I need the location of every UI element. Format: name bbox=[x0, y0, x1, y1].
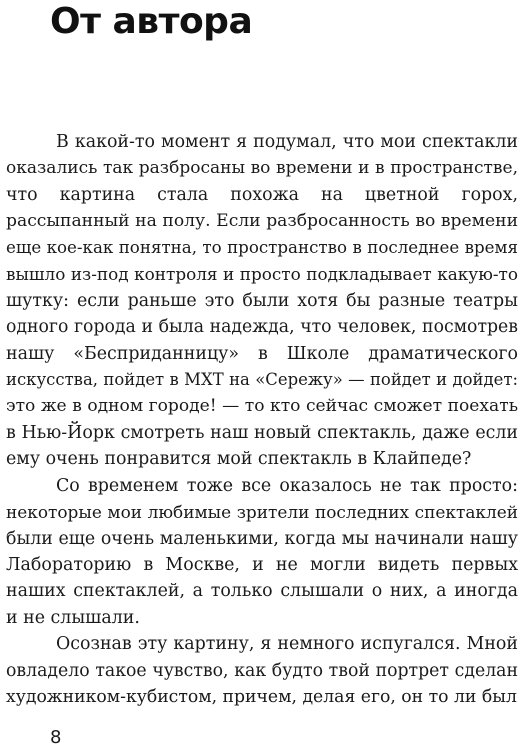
paragraph-line: наших спектаклей, а только слышали о них, а иногда bbox=[6, 581, 518, 602]
paragraph-line: это же в одном городе! — то кто сейчас сможет поехать bbox=[6, 396, 518, 417]
paragraph bbox=[6, 129, 518, 473]
paragraph-line: овладело такое чувство, как будто твой портрет сделан bbox=[6, 660, 518, 681]
paragraph-line: искусства, пойдет в МХТ на «Сережу» — пойдет и дойдет: bbox=[6, 369, 518, 389]
paragraph-line: ему очень понравится мой спектакль в Клайпеде? bbox=[6, 449, 472, 470]
paragraph-line: Со временем тоже все оказалось не так просто: bbox=[56, 475, 518, 496]
paragraph-line: вышло из-под контроля и просто подкладывает какую-то bbox=[6, 264, 518, 285]
paragraph-line: еще кое-как понятна, то пространство в последнее время bbox=[6, 237, 518, 257]
paragraph-line: оказались так разбросаны во времени и в пространстве, bbox=[6, 158, 518, 179]
paragraph-line: некоторые мои любимые зрители последних спектаклей bbox=[6, 502, 518, 523]
paragraph-line: в Нью-Йорк смотреть наш новый спектакль, даже если bbox=[6, 422, 518, 443]
chapter-heading: От автора bbox=[50, 1, 253, 42]
paragraph-line: нашу «Бесприданницу» в Школе драматического bbox=[6, 343, 518, 364]
paragraph-line: Лабораторию в Москве, и не могли видеть первых bbox=[6, 555, 518, 575]
paragraph-line: В какой-то момент я подумал, что мои спектакли bbox=[56, 132, 518, 152]
page-number: 8 bbox=[50, 727, 62, 748]
paragraph-line: художником-кубистом, причем, делая его, он то ли был bbox=[6, 687, 517, 708]
paragraph-line: были еще очень маленькими, когда мы начинали нашу bbox=[6, 528, 518, 549]
paragraph bbox=[6, 473, 518, 632]
paragraph-line: что картина стала похожа на цветной горох, bbox=[6, 184, 518, 205]
paragraph-line: и не слышали. bbox=[6, 607, 140, 628]
paragraph bbox=[6, 631, 518, 710]
paragraph-line: одного города и была надежда, что человек, посмотрев bbox=[6, 317, 518, 338]
paragraph-line: рассыпанный на полу. Если разбросанность во времени bbox=[6, 211, 518, 232]
paragraph-line: шутку: если раньше это были хотя бы разные театры bbox=[6, 290, 518, 311]
body-text bbox=[6, 129, 518, 711]
paragraph-line: Осознав эту картину, я немного испугался. Мной bbox=[56, 634, 518, 655]
